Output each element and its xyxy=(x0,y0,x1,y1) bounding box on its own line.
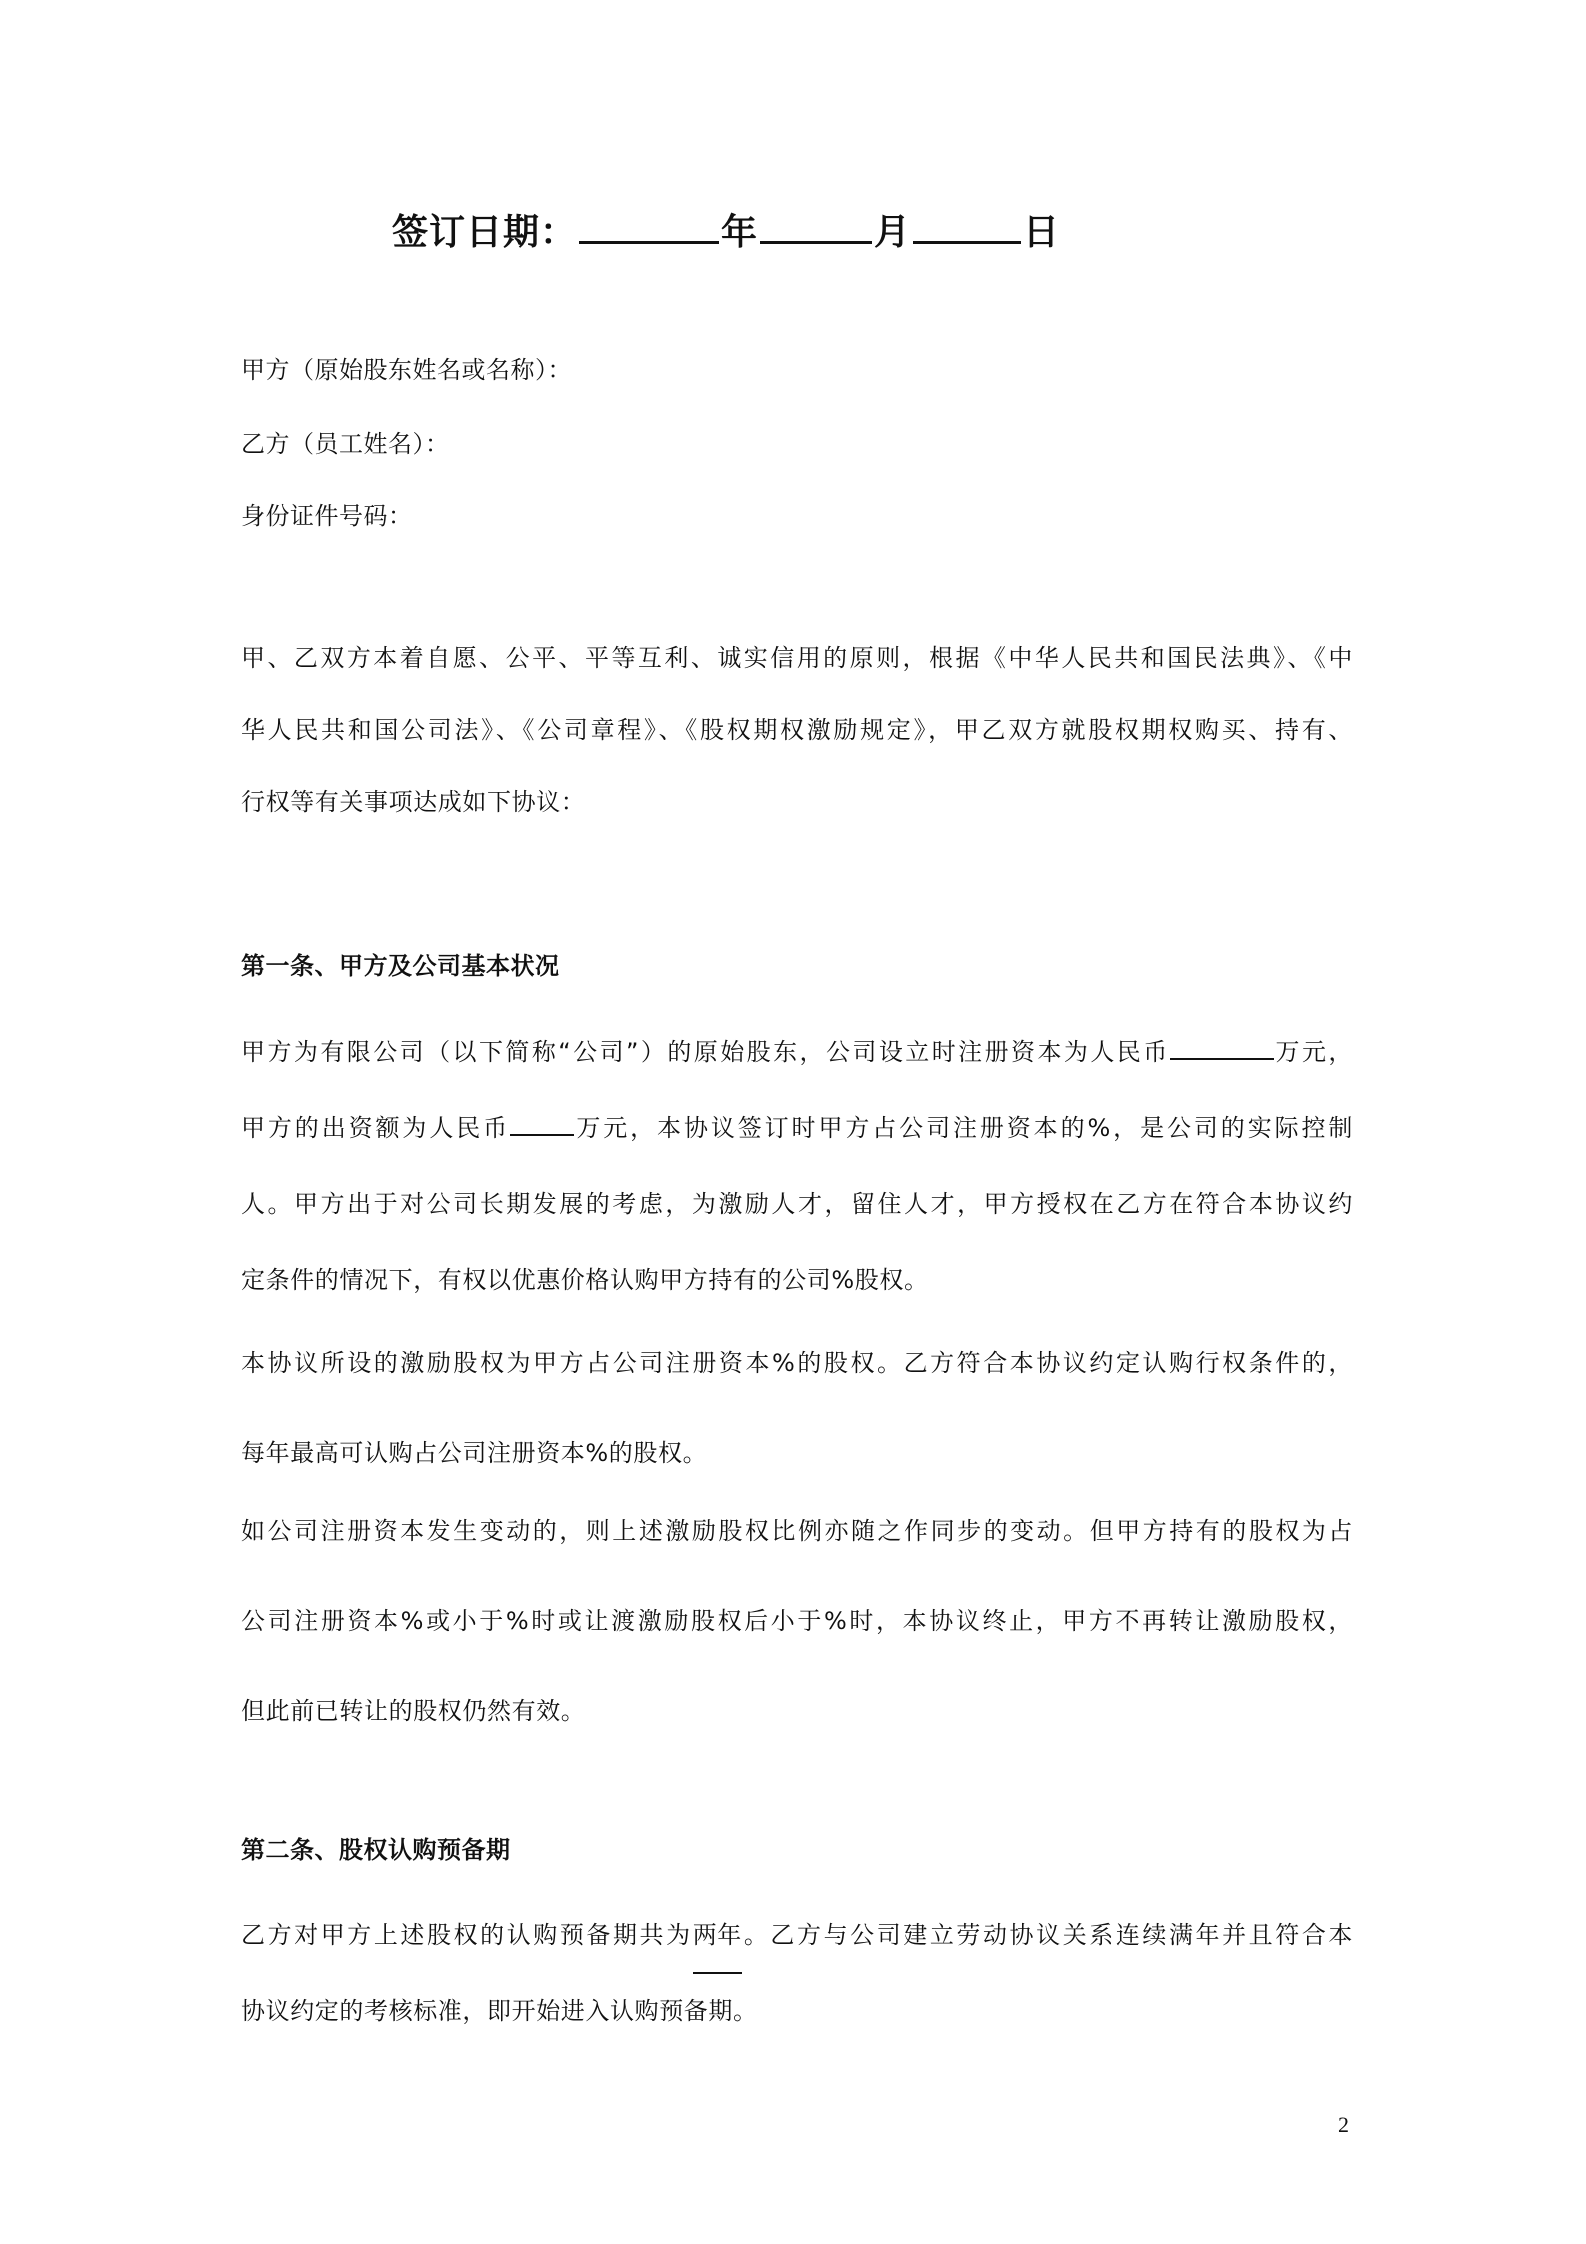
party-b-line: 乙方（员工姓名）： xyxy=(241,430,450,458)
year-label: 年 xyxy=(721,212,759,253)
article-1-line: 定条件的情况下，有权以优惠价格认购甲方持有的公司%股权。 xyxy=(241,1266,929,1294)
preamble-line: 甲、乙双方本着自愿、公平、平等互利、诚实信用的原则，根据《中华人民共和国民法典》、《中 xyxy=(241,644,1353,672)
article-2-line: 协议约定的考核标准，即开始进入认购预备期。 xyxy=(241,1997,758,2025)
article-1-line: 公司注册资本%或小于%时或让渡激励股权后小于%时，本协议终止，甲方不再转让激励股权， xyxy=(241,1607,1353,1635)
article-1-line: 每年最高可认购占公司注册资本%的股权。 xyxy=(241,1439,708,1467)
text-segment: 甲方的出资额为人民币 xyxy=(241,1114,511,1142)
article-2-paragraph-1 xyxy=(241,1898,1353,2048)
underlined-term: 两年 xyxy=(693,1898,742,1974)
article-1-line: 如公司注册资本发生变动的，则上述激励股权比例亦随之作同步的变动。但甲方持有的股权为占 xyxy=(241,1517,1353,1545)
article-2-heading: 第二条、股权认购预备期 xyxy=(241,1836,511,1864)
article-2-line xyxy=(241,1898,1353,1974)
text-segment: 甲方为有限公司（以下简称“公司”）的原始股东，公司设立时注册资本为人民币 xyxy=(241,1038,1170,1066)
text-segment: 。乙方与公司建立劳动协议关系连续满年并且符合本 xyxy=(741,1921,1353,1949)
article-1-line: 但此前已转让的股权仍然有效。 xyxy=(241,1697,586,1725)
article-1-line xyxy=(241,1090,1353,1166)
article-1-heading: 第一条、甲方及公司基本状况 xyxy=(241,952,560,980)
article-1-line xyxy=(241,1014,1353,1090)
article-1-paragraph-2 xyxy=(241,1318,1353,1498)
amount-blank xyxy=(1170,1034,1274,1060)
day-blank xyxy=(913,211,1021,244)
day-label: 日 xyxy=(1023,212,1061,253)
preamble-line: 行权等有关事项达成如下协议： xyxy=(241,788,586,816)
id-number-line: 身份证件号码： xyxy=(241,502,413,530)
article-1-line: 人。甲方出于对公司长期发展的考虑，为激励人才，留住人才，甲方授权在乙方在符合本协议约 xyxy=(241,1190,1353,1218)
page-number: 2 xyxy=(1338,2112,1349,2137)
signing-date-label: 签订日期： xyxy=(392,212,578,253)
year-blank xyxy=(579,211,719,244)
month-blank xyxy=(760,211,872,244)
preamble-paragraph xyxy=(241,622,1353,838)
article-1-line: 本协议所设的激励股权为甲方占公司注册资本%的股权。乙方符合本协议约定认购行权条件的， xyxy=(241,1349,1353,1377)
party-a-line: 甲方（原始股东姓名或名称）： xyxy=(241,356,572,384)
month-label: 月 xyxy=(874,212,912,253)
preamble-line: 华人民共和国公司法》、《公司章程》、《股权期权激励规定》，甲乙双方就股权期权购买、持有、 xyxy=(241,716,1353,744)
signing-date-title xyxy=(392,204,1060,255)
text-segment: 乙方对甲方上述股权的认购预备期共为 xyxy=(241,1921,693,1949)
article-1-paragraph-3 xyxy=(241,1486,1353,1756)
text-segment: 万元， xyxy=(1273,1038,1353,1066)
text-segment: 万元，本协议签订时甲方占公司注册资本的%，是公司的实际控制 xyxy=(574,1114,1354,1142)
amount-blank xyxy=(510,1110,574,1136)
article-1-paragraph-1 xyxy=(241,1014,1353,1318)
